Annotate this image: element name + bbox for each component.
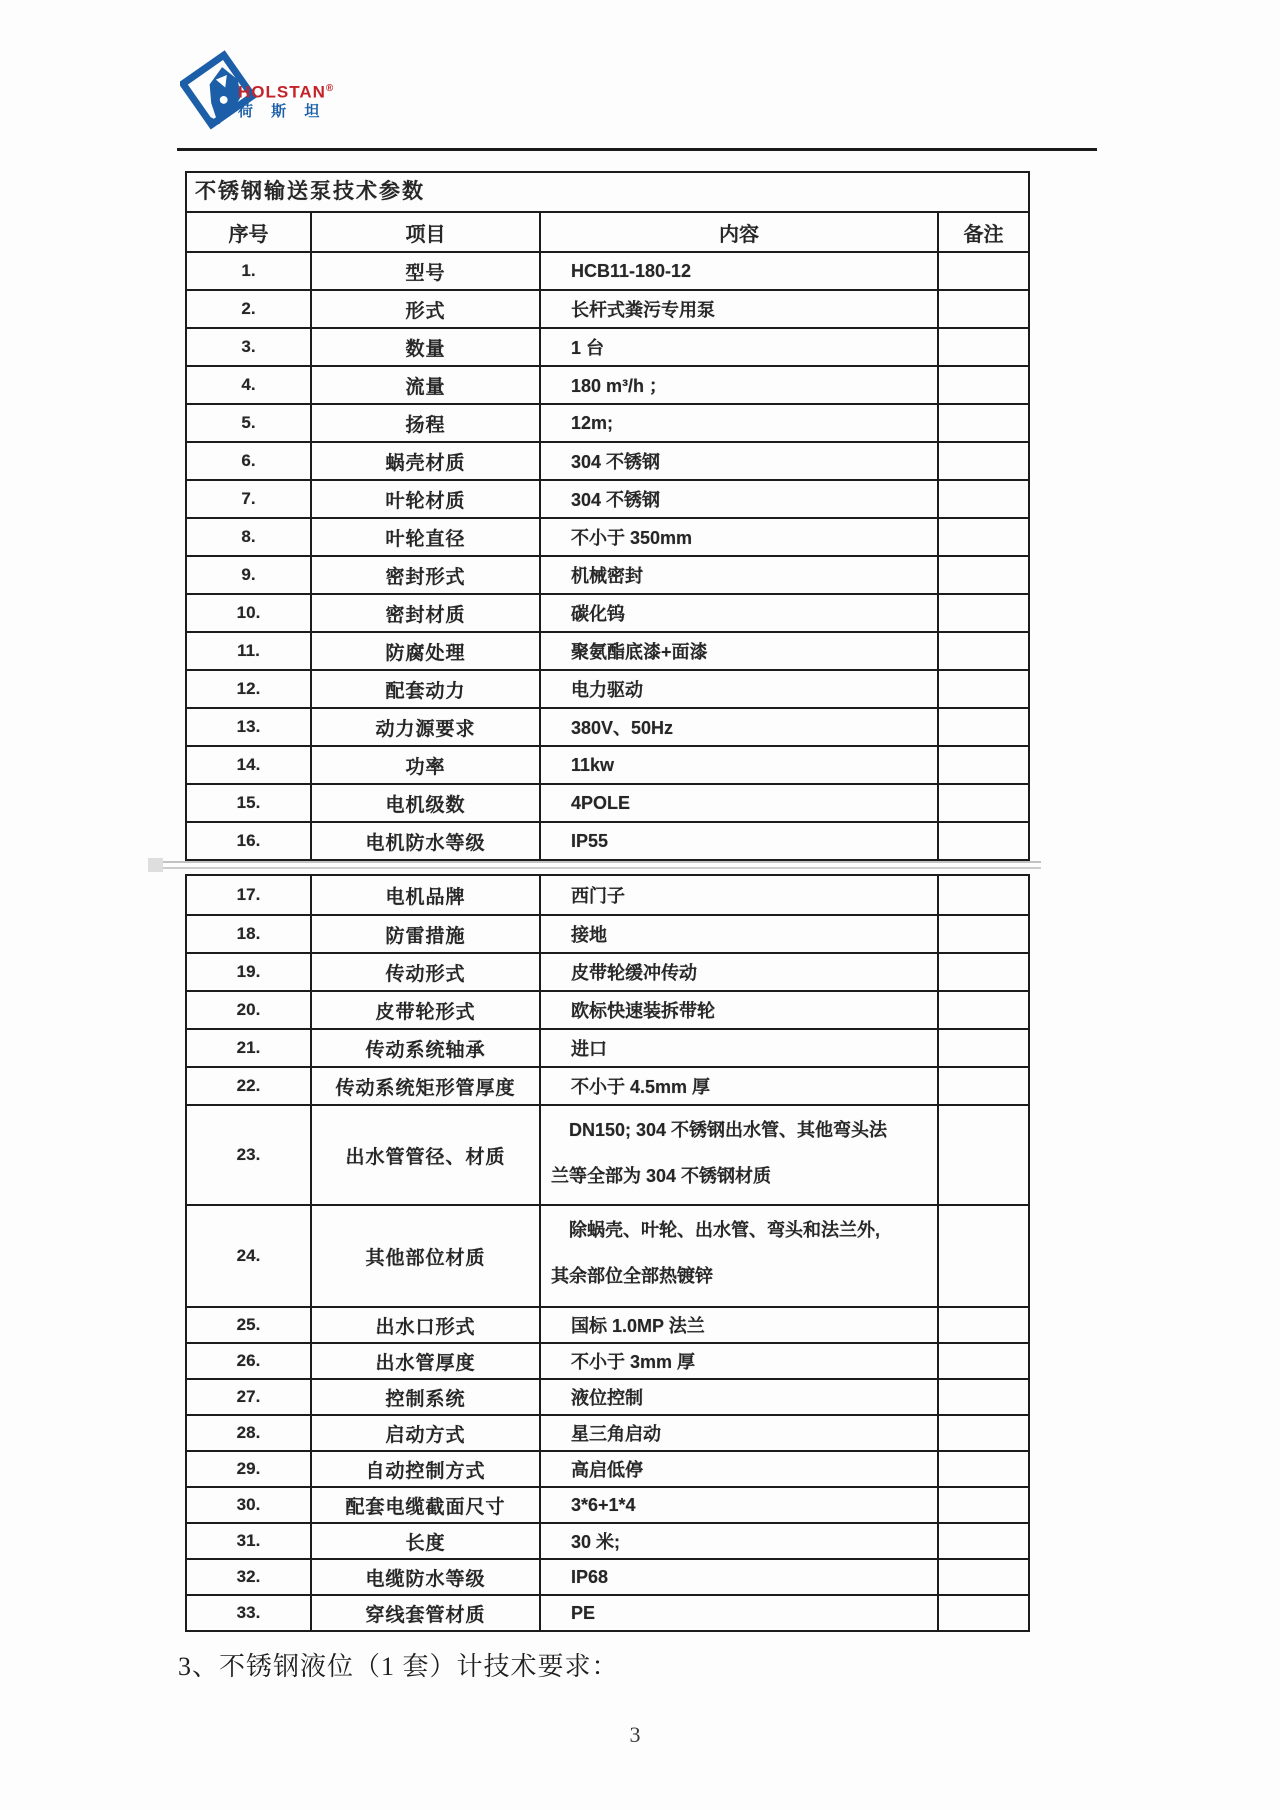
- cell-no: 13.: [236, 717, 261, 736]
- cell-no: 25.: [236, 1315, 261, 1334]
- cell-remark: [937, 367, 1028, 403]
- cell-remark: [937, 785, 1028, 821]
- cell-remark: [937, 954, 1028, 990]
- table-row: [187, 1450, 1028, 1486]
- cell-item: 传动系统轴承: [310, 1030, 539, 1066]
- table-body-part-2: [187, 876, 1028, 1630]
- cell-remark: [937, 1106, 1028, 1204]
- cell-item: 型号: [310, 253, 539, 289]
- cell-item: 电缆防水等级: [310, 1560, 539, 1594]
- registered-mark: ®: [325, 83, 335, 94]
- logo: [180, 48, 510, 133]
- cell-item: 叶轮材质: [310, 481, 539, 517]
- cell-remark: [937, 557, 1028, 593]
- cell-no: 18.: [236, 924, 261, 943]
- cell-no: 17.: [236, 885, 261, 904]
- table-row: [187, 876, 1028, 914]
- cell-item: 数量: [310, 329, 539, 365]
- table-row: [187, 403, 1028, 441]
- cell-content-line: DN150; 304 不锈钢出水管、其他弯头法: [569, 1120, 888, 1140]
- cell-no: 23.: [236, 1145, 261, 1164]
- cell-content: 不小于 350mm: [539, 519, 937, 555]
- table-row: [187, 745, 1028, 783]
- table-row: [187, 365, 1028, 403]
- cell-remark: [937, 1560, 1028, 1594]
- cell-no: 33.: [236, 1603, 261, 1622]
- spec-table-part-1: [185, 171, 1030, 861]
- cell-item: 动力源要求: [310, 709, 539, 745]
- table-row: [187, 952, 1028, 990]
- cell-remark: [937, 253, 1028, 289]
- cell-no: 10.: [236, 603, 261, 622]
- cell-content: 11kw: [539, 747, 937, 783]
- cell-item: 穿线套管材质: [310, 1596, 539, 1630]
- brand-name-cn: 荷 斯 坦: [238, 102, 327, 120]
- table-row: [187, 1558, 1028, 1594]
- cell-no: 24.: [236, 1246, 261, 1265]
- cell-remark: [937, 709, 1028, 745]
- cell-content: 4POLE: [539, 785, 937, 821]
- table-row: [187, 289, 1028, 327]
- cell-item: 防腐处理: [310, 633, 539, 669]
- cell-content: 电力驱动: [539, 671, 937, 707]
- cell-no: 15.: [236, 793, 261, 812]
- cell-content: 304 不锈钢: [539, 481, 937, 517]
- cell-content: 液位控制: [539, 1380, 937, 1414]
- cell-item: 出水口形式: [310, 1308, 539, 1342]
- cell-remark: [937, 1308, 1028, 1342]
- table-row: [187, 593, 1028, 631]
- cell-remark: [937, 916, 1028, 952]
- cell-content-line: 其余部位全部热镀锌: [551, 1266, 713, 1286]
- cell-content: 皮带轮缓冲传动: [539, 954, 937, 990]
- cell-content: 进口: [539, 1030, 937, 1066]
- cell-remark: [937, 876, 1028, 914]
- cell-content: 聚氨酯底漆+面漆: [539, 633, 937, 669]
- cell-remark: [937, 291, 1028, 327]
- table-row: [187, 1104, 1028, 1204]
- table-row: [187, 1028, 1028, 1066]
- table-row: [187, 990, 1028, 1028]
- cell-content: 12m;: [539, 405, 937, 441]
- cell-remark: [937, 823, 1028, 859]
- cell-remark: [937, 1416, 1028, 1450]
- cell-item: 叶轮直径: [310, 519, 539, 555]
- cell-no: 8.: [241, 527, 256, 546]
- cell-no: 31.: [236, 1531, 261, 1550]
- table-row: [187, 1378, 1028, 1414]
- cell-item: 防雷措施: [310, 916, 539, 952]
- table-row: [187, 783, 1028, 821]
- table-row: [187, 1204, 1028, 1306]
- cell-content: 长杆式粪污专用泵: [539, 291, 937, 327]
- spec-table-part-2: [185, 874, 1030, 1632]
- cell-no: 4.: [241, 375, 256, 394]
- cell-remark: [937, 1068, 1028, 1104]
- table-row: [187, 1342, 1028, 1378]
- table-row: [187, 517, 1028, 555]
- cell-content: 欧标快速装拆带轮: [539, 992, 937, 1028]
- cell-no: 22.: [236, 1076, 261, 1095]
- cell-no: 1.: [241, 261, 256, 280]
- cell-item: 密封材质: [310, 595, 539, 631]
- table-row: [187, 821, 1028, 859]
- cell-item: 功率: [310, 747, 539, 783]
- cell-item: 扬程: [310, 405, 539, 441]
- cell-no: 6.: [241, 451, 256, 470]
- cell-no: 26.: [236, 1351, 261, 1370]
- table-row: [187, 251, 1028, 289]
- cell-remark: [937, 1488, 1028, 1522]
- cell-content: IP55: [539, 823, 937, 859]
- cell-no: 9.: [241, 565, 256, 584]
- cell-no: 12.: [236, 679, 261, 698]
- cell-content: [539, 1106, 937, 1204]
- cell-remark: [937, 1344, 1028, 1378]
- cell-no: 27.: [236, 1387, 261, 1406]
- cell-content: 不小于 4.5mm 厚: [539, 1068, 937, 1104]
- page-break-line: [163, 867, 1041, 869]
- table-row: [187, 914, 1028, 952]
- cell-item: 传动形式: [310, 954, 539, 990]
- cell-remark: [937, 1452, 1028, 1486]
- logo-text: [238, 80, 388, 122]
- table-title: 不锈钢输送泵技术参数: [195, 180, 425, 203]
- cell-remark: [937, 443, 1028, 479]
- cell-content-line: 除蜗壳、叶轮、出水管、弯头和法兰外,: [569, 1220, 880, 1240]
- cell-content: IP68: [539, 1560, 937, 1594]
- cell-item: 自动控制方式: [310, 1452, 539, 1486]
- cell-no: 32.: [236, 1567, 261, 1586]
- cell-content: 接地: [539, 916, 937, 952]
- cell-item: 形式: [310, 291, 539, 327]
- cell-content: 30 米;: [539, 1524, 937, 1558]
- cell-remark: [937, 1030, 1028, 1066]
- brand-name-en: HOLSTAN®: [238, 82, 335, 102]
- cell-content-line: 兰等全部为 304 不锈钢材质: [551, 1166, 772, 1186]
- cell-content: 3*6+1*4: [539, 1488, 937, 1522]
- cell-no: 5.: [241, 413, 256, 432]
- header-content: 内容: [539, 213, 937, 251]
- cell-item: 流量: [310, 367, 539, 403]
- cell-no: 16.: [236, 831, 261, 850]
- cell-content: 机械密封: [539, 557, 937, 593]
- cell-no: 20.: [236, 1000, 261, 1019]
- table-row: [187, 327, 1028, 365]
- cell-content: HCB11-180-12: [539, 253, 937, 289]
- cell-remark: [937, 1596, 1028, 1630]
- cell-remark: [937, 1524, 1028, 1558]
- cell-item: 电机品牌: [310, 876, 539, 914]
- cell-content: 不小于 3mm 厚: [539, 1344, 937, 1378]
- header-item: 项目: [310, 213, 539, 251]
- cell-item: 配套动力: [310, 671, 539, 707]
- cell-item: 蜗壳材质: [310, 443, 539, 479]
- table-row: [187, 1306, 1028, 1342]
- cell-item: 电机防水等级: [310, 823, 539, 859]
- cell-item: 密封形式: [310, 557, 539, 593]
- cell-remark: [937, 329, 1028, 365]
- cell-item: 其他部位材质: [310, 1206, 539, 1306]
- cell-content: 304 不锈钢: [539, 443, 937, 479]
- table-body-part-1: [187, 251, 1028, 859]
- cell-item: 长度: [310, 1524, 539, 1558]
- cell-no: 19.: [236, 962, 261, 981]
- cell-content: PE: [539, 1596, 937, 1630]
- cell-no: 21.: [236, 1038, 261, 1057]
- cell-content: 星三角启动: [539, 1416, 937, 1450]
- cell-remark: [937, 747, 1028, 783]
- table-row: [187, 479, 1028, 517]
- cell-no: 3.: [241, 337, 256, 356]
- cell-content: 180 m³/h ；: [539, 367, 937, 403]
- cell-item: 出水管管径、材质: [310, 1106, 539, 1204]
- cell-content: 国标 1.0MP 法兰: [539, 1308, 937, 1342]
- page-number: 3: [629, 1722, 641, 1747]
- table-row: [187, 631, 1028, 669]
- page-break-tick: [148, 858, 163, 872]
- cell-remark: [937, 481, 1028, 517]
- cell-remark: [937, 633, 1028, 669]
- cell-remark: [937, 1206, 1028, 1306]
- cell-item: 启动方式: [310, 1416, 539, 1450]
- cell-remark: [937, 1380, 1028, 1414]
- cell-content: 1 台: [539, 329, 937, 365]
- cell-remark: [937, 595, 1028, 631]
- section-heading: 3、不锈钢液位（1 套）计技术要求：: [178, 1652, 619, 1681]
- table-row: [187, 707, 1028, 745]
- cell-item: 配套电缆截面尺寸: [310, 1488, 539, 1522]
- header-rule: [177, 148, 1097, 151]
- cell-item: 皮带轮形式: [310, 992, 539, 1028]
- cell-content: [539, 1206, 937, 1306]
- table-row: [187, 1066, 1028, 1104]
- page-break-artifact: [148, 856, 1043, 876]
- cell-item: 控制系统: [310, 1380, 539, 1414]
- cell-content: 西门子: [539, 876, 937, 914]
- table-row: [187, 1594, 1028, 1630]
- table-row: [187, 669, 1028, 707]
- cell-no: 7.: [241, 489, 256, 508]
- cell-item: 传动系统矩形管厚度: [310, 1068, 539, 1104]
- table-row: [187, 1522, 1028, 1558]
- page-break-line: [163, 861, 1041, 863]
- cell-no: 30.: [236, 1495, 261, 1514]
- cell-remark: [937, 992, 1028, 1028]
- cell-remark: [937, 519, 1028, 555]
- table-header-row: [187, 211, 1028, 251]
- cell-no: 14.: [236, 755, 261, 774]
- table-row: [187, 1486, 1028, 1522]
- table-row: [187, 441, 1028, 479]
- cell-no: 2.: [241, 299, 256, 318]
- table-row: [187, 1414, 1028, 1450]
- cell-no: 28.: [236, 1423, 261, 1442]
- cell-no: 11.: [237, 641, 260, 660]
- cell-remark: [937, 405, 1028, 441]
- cell-content: 碳化钨: [539, 595, 937, 631]
- cell-content: 高启低停: [539, 1452, 937, 1486]
- cell-content: 380V、50Hz: [539, 709, 937, 745]
- header-remark: 备注: [937, 213, 1028, 251]
- cell-remark: [937, 671, 1028, 707]
- header-no: 序号: [228, 223, 269, 246]
- cell-no: 29.: [236, 1459, 261, 1478]
- cell-item: 电机级数: [310, 785, 539, 821]
- cell-item: 出水管厚度: [310, 1344, 539, 1378]
- table-row: [187, 555, 1028, 593]
